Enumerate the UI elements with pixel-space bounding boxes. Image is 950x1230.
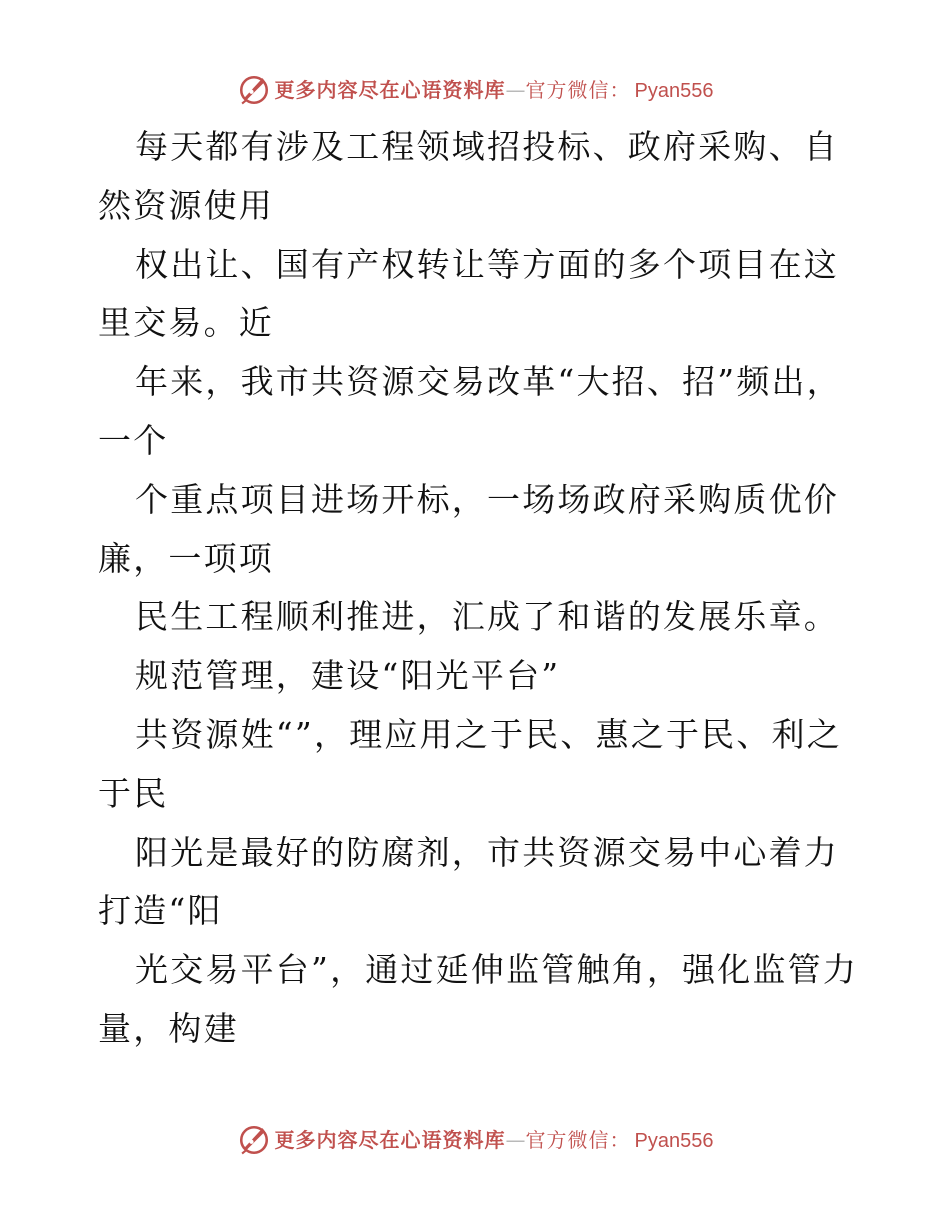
paragraph: 光交易平台”，通过延伸监管触角，强化监管力量，构建 bbox=[98, 950, 859, 1048]
paragraph: 民生工程顺利推进，汇成了和谐的发展乐章。 bbox=[135, 597, 839, 637]
quill-logo-icon bbox=[237, 1123, 271, 1157]
footer-banner-dash: — bbox=[505, 1127, 526, 1152]
paragraph: 个重点项目进场开标，一场场政府采购质优价廉，一项项 bbox=[98, 479, 839, 578]
footer-banner-label: 官方微信： bbox=[525, 1127, 631, 1152]
paragraph: 年来，我市共资源交易改革“大招、招”频出，一个 bbox=[98, 362, 842, 460]
header-banner-label: 官方微信： bbox=[525, 77, 631, 102]
document-body bbox=[98, 118, 860, 1059]
paragraph: 每天都有涉及工程领域招投标、政府采购、自然资源使用 bbox=[98, 127, 839, 225]
quill-logo-icon bbox=[237, 73, 271, 107]
paragraph: 阳光是最好的防腐剂，市共资源交易中心着力打造“阳 bbox=[98, 832, 839, 931]
footer-banner-id: Pyan556 bbox=[634, 1129, 714, 1152]
header-banner-title: 更多内容尽在心语资料库 bbox=[274, 77, 506, 102]
header-banner-id: Pyan556 bbox=[634, 79, 714, 102]
paragraph: 共资源姓“”，理应用之于民、惠之于民、利之于民 bbox=[98, 714, 842, 813]
footer-banner-title: 更多内容尽在心语资料库 bbox=[274, 1127, 506, 1152]
header-banner-dash: — bbox=[505, 77, 526, 102]
paragraph: 权出让、国有产权转让等方面的多个项目在这里交易。近 bbox=[98, 244, 839, 343]
footer-banner bbox=[0, 1120, 950, 1160]
header-banner bbox=[0, 70, 950, 110]
section-heading: 规范管理，建设“阳光平台” bbox=[135, 656, 561, 696]
